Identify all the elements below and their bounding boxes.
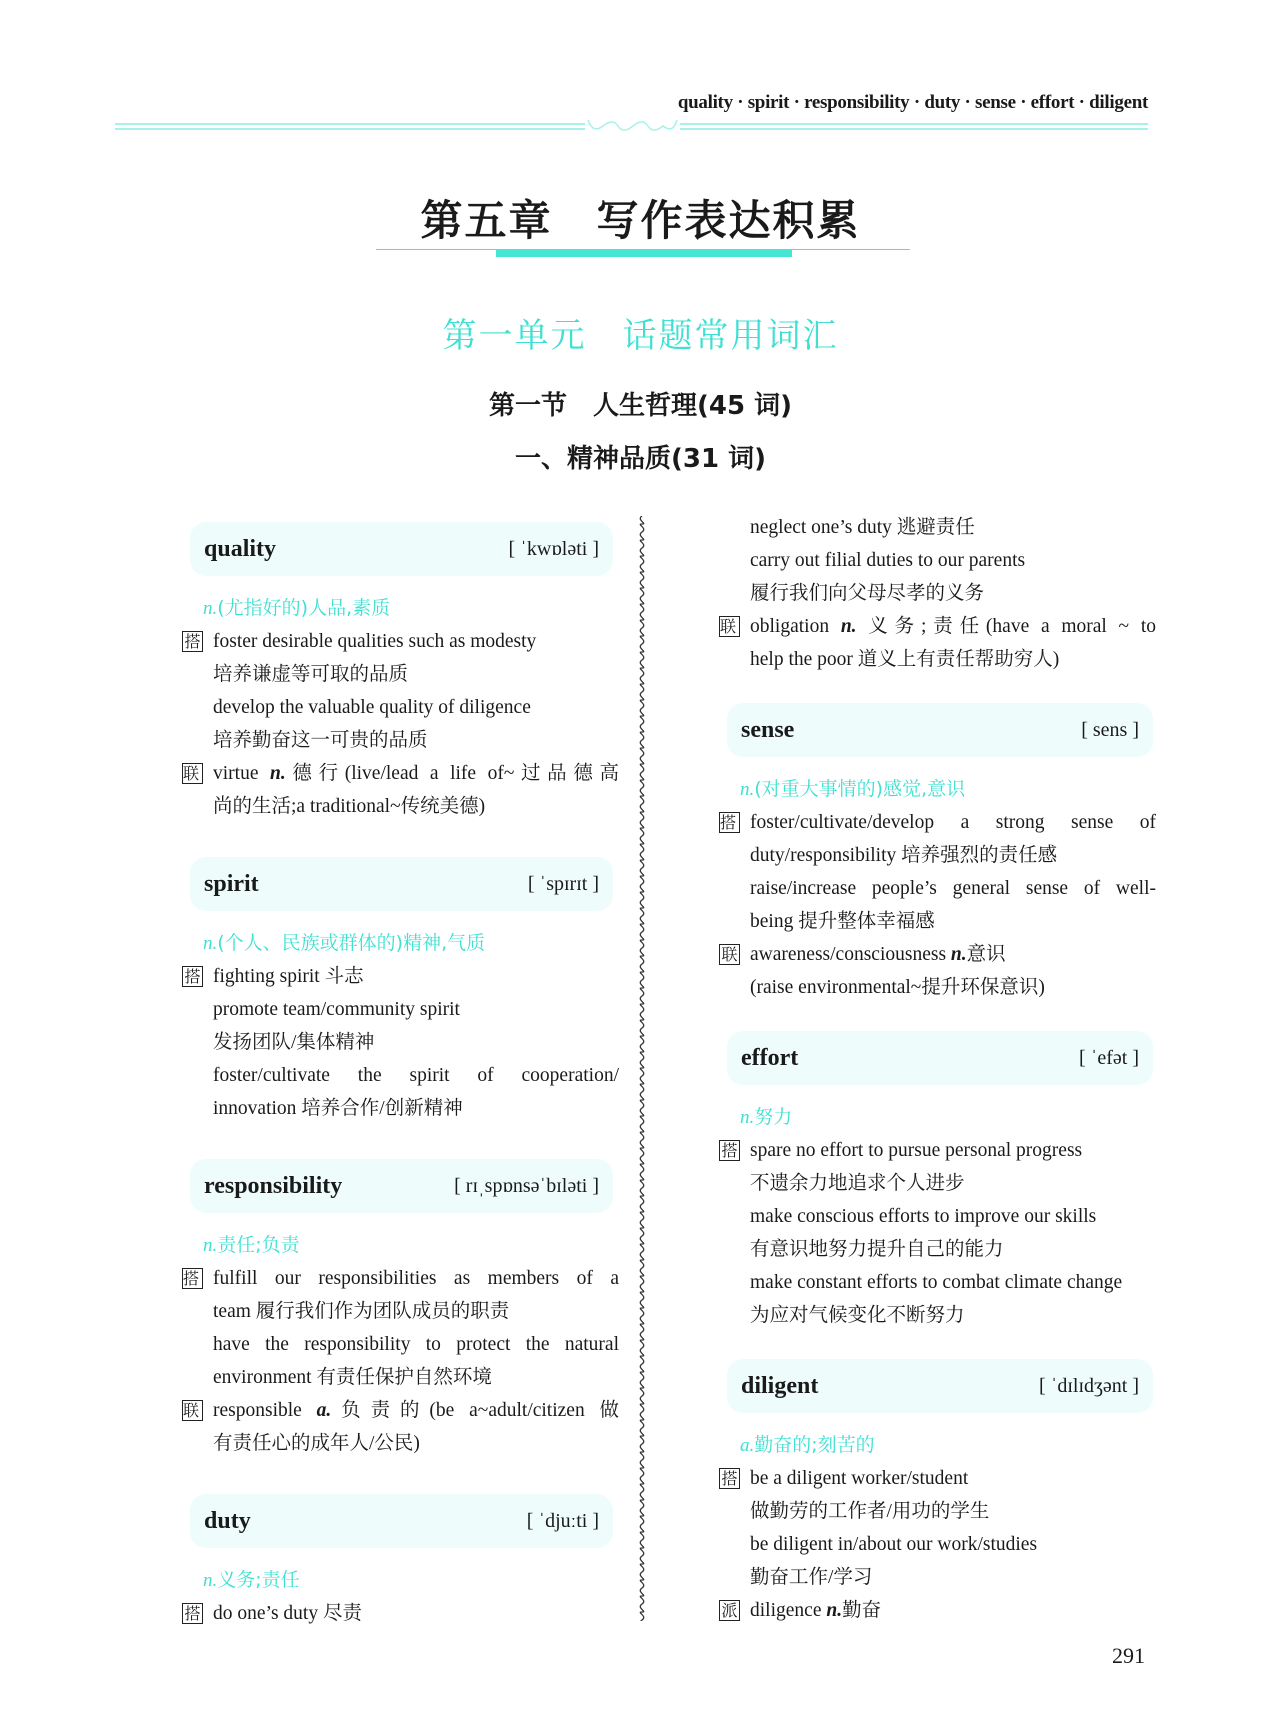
example-text: be diligent in/about our work/studies — [750, 1534, 1038, 1555]
tag-related-icon: 联 — [719, 944, 740, 965]
example-text: 有责任心的成年人/公民) — [213, 1433, 420, 1454]
phonetic: [ sens ] — [1081, 718, 1139, 741]
example-text: 有意识地努力提升自己的能力 — [750, 1239, 1004, 1260]
phonetic-text: sens — [1092, 718, 1128, 741]
example-line — [717, 1200, 1156, 1233]
word-header — [190, 522, 613, 576]
definition — [180, 592, 609, 625]
example-text: foster/cultivate/develop a strong sense of — [750, 812, 1156, 833]
example-text: make constant efforts to combat climate change — [750, 1272, 1123, 1293]
example-line — [717, 1462, 1156, 1495]
example-text: fighting spirit 斗志 — [213, 966, 364, 987]
example-text: obligation — [750, 616, 841, 637]
example-line — [717, 1528, 1156, 1561]
subsection-title: 一、精神品质(31 词) — [515, 444, 766, 474]
example-line — [180, 1059, 619, 1092]
definition — [717, 773, 1146, 806]
example-line — [180, 625, 619, 658]
example-text: 义务;责任(have a moral ~ to — [856, 616, 1156, 637]
example-text: innovation 培养合作/创新精神 — [213, 1098, 463, 1119]
tag-related-icon: 联 — [719, 616, 740, 637]
example-line — [717, 544, 1156, 577]
wavy-line — [640, 516, 643, 1621]
vocab-entry — [180, 522, 620, 823]
example-line — [180, 790, 619, 823]
vocab-entry — [717, 511, 1157, 676]
example-line — [717, 511, 1156, 544]
part-of-speech: n. — [740, 779, 755, 800]
example-text: 培养勤奋这一可贵的品质 — [213, 730, 428, 751]
meaning: 努力 — [754, 1106, 793, 1128]
phonetic: [ ˈdɪlɪdʒənt ] — [1039, 1374, 1139, 1397]
meaning: (对重大事情的)感觉,意识 — [754, 778, 966, 800]
example-text: 履行我们向父母尽孝的义务 — [750, 583, 985, 604]
phonetic: [ ˈefət ] — [1079, 1046, 1139, 1069]
vocab-entry — [180, 1494, 620, 1630]
tag-collocation-icon: 搭 — [719, 1140, 740, 1161]
example-text: (raise environmental~提升环保意识) — [750, 977, 1045, 998]
example-line — [717, 1134, 1156, 1167]
phonetic: [ rɪˌspɒnsəˈbɪləti ] — [454, 1174, 599, 1197]
example-text: carry out filial duties to our parents — [750, 550, 1026, 571]
definition — [717, 1429, 1146, 1462]
example-line — [180, 993, 619, 1026]
example-text: 德行(live/lead a life of~过品德高 — [285, 763, 619, 784]
example-text: 负责的(be a~adult/citizen 做 — [331, 1400, 619, 1421]
example-text: being 提升整体幸福感 — [750, 911, 935, 932]
example-text: responsible — [213, 1400, 317, 1421]
part-of-speech: n. — [203, 1570, 218, 1591]
meaning: 勤奋的;刻苦的 — [754, 1434, 875, 1456]
word-header — [190, 857, 613, 911]
part-of-speech: n. — [950, 944, 967, 965]
part-of-speech: n. — [740, 1107, 755, 1128]
word-header — [190, 1494, 613, 1548]
phonetic-text: rɪˌspɒnsəˈbɪləti — [465, 1174, 588, 1197]
example-text: help the poor 道义上有责任帮助穷人) — [750, 649, 1060, 670]
example-text: promote team/community spirit — [213, 999, 460, 1020]
example-text: fulfill our responsibilities as members of a — [213, 1268, 619, 1289]
example-text: 勤奋 — [842, 1600, 882, 1621]
example-text: environment 有责任保护自然环境 — [213, 1367, 492, 1388]
part-of-speech: a. — [316, 1400, 332, 1421]
word-header — [190, 1159, 613, 1213]
meaning: 责任;负责 — [217, 1234, 300, 1256]
part-of-speech: n. — [203, 1235, 218, 1256]
tag-collocation-icon: 搭 — [719, 1468, 740, 1489]
example-text: 为应对气候变化不断努力 — [750, 1305, 965, 1326]
phonetic: [ ˈkwɒləti ] — [508, 537, 599, 560]
example-line — [180, 1597, 619, 1630]
example-text: make conscious efforts to improve our skills — [750, 1206, 1097, 1227]
example-text: have the responsibility to protect the natural — [213, 1334, 619, 1355]
example-line — [717, 610, 1156, 643]
example-line — [717, 938, 1156, 971]
example-line — [180, 1394, 619, 1427]
example-line — [180, 1262, 619, 1295]
section-title: 第一节 人生哲理(45 词) — [489, 391, 792, 421]
tag-derivative-icon: 派 — [719, 1600, 740, 1621]
example-line — [717, 905, 1156, 938]
phonetic-text: ˈefət — [1090, 1046, 1128, 1069]
part-of-speech: n. — [203, 598, 218, 619]
example-line — [717, 1233, 1156, 1266]
example-text: raise/increase people’s general sense of well- — [750, 878, 1156, 899]
phonetic-text: ˈkwɒləti — [520, 537, 588, 560]
word-header — [727, 1031, 1153, 1085]
headword: duty — [204, 1507, 251, 1534]
vocab-entry — [717, 1359, 1157, 1627]
phonetic-text: ˈspɪrɪt — [539, 872, 588, 895]
tag-related-icon: 联 — [182, 763, 203, 784]
part-of-speech: n. — [826, 1600, 843, 1621]
example-text: do one’s duty 尽责 — [213, 1603, 362, 1624]
vocab-entry — [717, 703, 1157, 1004]
example-text: 培养谦虚等可取的品质 — [213, 664, 409, 685]
meaning: 义务;责任 — [217, 1569, 300, 1591]
example-text: diligence — [750, 1600, 827, 1621]
example-text: team 履行我们作为团队成员的职责 — [213, 1301, 510, 1322]
example-line — [180, 658, 619, 691]
running-head: quality · spirit · responsibility · duty · sense · effort · diligent — [677, 92, 1148, 113]
example-line — [717, 872, 1156, 905]
vocab-entry — [717, 1031, 1157, 1332]
part-of-speech: n. — [203, 933, 218, 954]
word-header — [727, 1359, 1153, 1413]
definition — [180, 927, 609, 960]
example-text: 做勤劳的工作者/用功的学生 — [750, 1501, 990, 1522]
wavy-column-divider — [633, 516, 651, 1621]
example-text: duty/responsibility 培养强烈的责任感 — [750, 845, 1058, 866]
example-line — [717, 577, 1156, 610]
example-text: neglect one’s duty 逃避责任 — [750, 517, 975, 538]
example-line — [717, 806, 1156, 839]
phonetic-text: ˈdjuːti — [538, 1509, 588, 1532]
headword: effort — [741, 1044, 799, 1071]
example-line — [180, 1328, 619, 1361]
part-of-speech: n. — [270, 763, 286, 784]
example-line — [180, 1427, 619, 1460]
example-line — [717, 1167, 1156, 1200]
example-line — [717, 1561, 1156, 1594]
example-text: spare no effort to pursue personal progress — [750, 1140, 1083, 1161]
tag-collocation-icon: 搭 — [719, 812, 740, 833]
example-line — [180, 724, 619, 757]
example-line — [717, 1299, 1156, 1332]
vocab-entry — [180, 1159, 620, 1460]
tag-collocation-icon: 搭 — [182, 1603, 203, 1624]
example-line — [717, 1594, 1156, 1627]
example-line — [717, 1266, 1156, 1299]
headword: quality — [204, 535, 277, 562]
header-ornament — [585, 118, 680, 134]
vocab-entry — [180, 857, 620, 1125]
example-line — [717, 1495, 1156, 1528]
example-line — [180, 960, 619, 993]
example-text: 不遗余力地追求个人进步 — [750, 1173, 965, 1194]
example-text: foster desirable qualities such as modesty — [213, 631, 537, 652]
unit-title: 第一单元 话题常用词汇 — [442, 316, 839, 356]
tag-related-icon: 联 — [182, 1400, 203, 1421]
example-line — [717, 839, 1156, 872]
part-of-speech: a. — [740, 1435, 755, 1456]
headword: spirit — [204, 870, 259, 897]
example-line — [180, 1092, 619, 1125]
example-text: 发扬团队/集体精神 — [213, 1032, 375, 1053]
example-line — [180, 1026, 619, 1059]
headword: responsibility — [204, 1172, 343, 1199]
example-text: 意识 — [966, 944, 1006, 965]
tag-collocation-icon: 搭 — [182, 1268, 203, 1289]
phonetic-text: ˈdɪlɪdʒənt — [1050, 1374, 1128, 1397]
example-line — [180, 1361, 619, 1394]
page-number: 291 — [1112, 1643, 1145, 1668]
part-of-speech: n. — [840, 616, 857, 637]
example-line — [717, 971, 1156, 1004]
definition — [180, 1564, 609, 1597]
example-text: be a diligent worker/student — [750, 1468, 969, 1489]
definition — [180, 1229, 609, 1262]
right-column — [717, 511, 1157, 1654]
left-column — [180, 522, 620, 1664]
phonetic: [ ˈdjuːti ] — [526, 1509, 599, 1532]
headword: sense — [741, 716, 795, 743]
chapter-underline-bar — [496, 250, 792, 257]
tag-collocation-icon: 搭 — [182, 966, 203, 987]
definition — [717, 1101, 1146, 1134]
example-text: develop the valuable quality of diligence — [213, 697, 531, 718]
headword: diligent — [741, 1372, 819, 1399]
example-line — [180, 757, 619, 790]
chapter-title: 第五章 写作表达积累 — [420, 196, 861, 245]
example-text: foster/cultivate the spirit of cooperation/ — [213, 1065, 619, 1086]
example-text: 尚的生活;a traditional~传统美德) — [213, 796, 486, 817]
meaning: (尤指好的)人品,素质 — [217, 597, 391, 619]
example-line — [180, 1295, 619, 1328]
example-text: 勤奋工作/学习 — [750, 1567, 873, 1588]
example-line — [180, 691, 619, 724]
example-text: awareness/consciousness — [750, 944, 951, 965]
tag-collocation-icon: 搭 — [182, 631, 203, 652]
meaning: (个人、民族或群体的)精神,气质 — [217, 932, 486, 954]
example-text: virtue — [213, 763, 271, 784]
word-header — [727, 703, 1153, 757]
example-line — [717, 643, 1156, 676]
phonetic: [ ˈspɪrɪt ] — [527, 872, 599, 895]
